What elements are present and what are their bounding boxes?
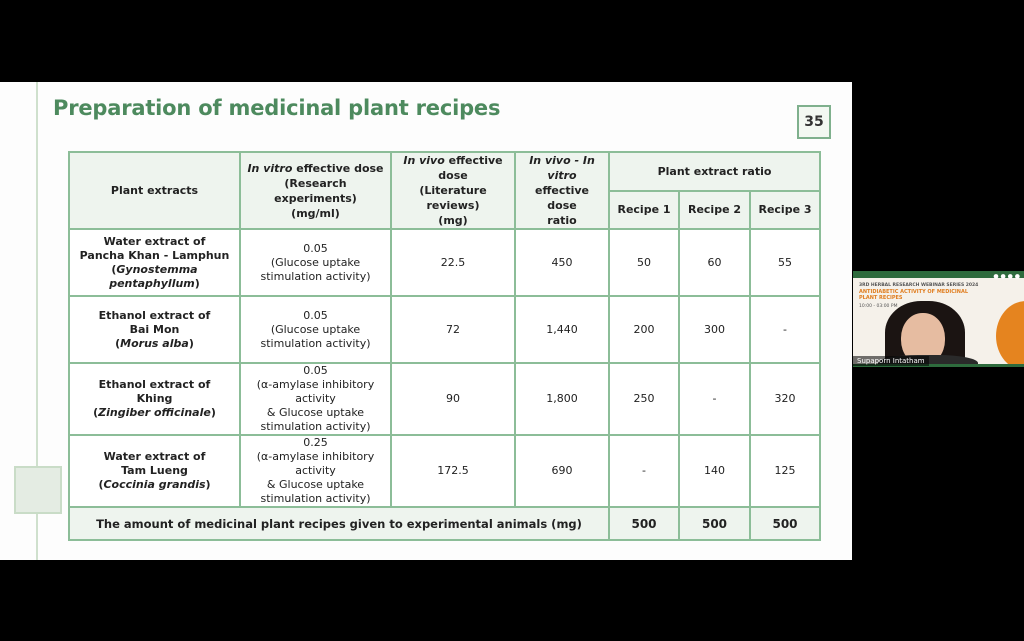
plant-name: Ethanol extract of Khing (Zingiber officinale) [69, 363, 240, 435]
header-in-vitro-dose: In vitro effective dose (Research experiments) (mg/ml) [240, 152, 391, 229]
header-recipe-2: Recipe 2 [679, 191, 750, 230]
webcam-title-text: ANTIDIABETIC ACTIVITY OF MEDICINAL PLANT RECIPES [859, 289, 969, 301]
table-row [69, 435, 820, 507]
participant-name-label: Supaporn Intatham [853, 356, 929, 366]
header-row [69, 152, 820, 191]
in-vitro-dose: 0.25 (α-amylase inhibitory activity & Glucose uptake stimulation activity) [240, 435, 391, 507]
recipe-3-value: 320 [750, 363, 820, 435]
dose-ratio: 690 [515, 435, 609, 507]
dose-ratio: 1,440 [515, 296, 609, 363]
header-recipe-1: Recipe 1 [609, 191, 679, 230]
in-vivo-dose: 172.5 [391, 435, 515, 507]
in-vivo-dose: 22.5 [391, 229, 515, 296]
in-vitro-dose: 0.05 (Glucose uptake stimulation activity) [240, 229, 391, 296]
recipe-1-value: 250 [609, 363, 679, 435]
decorative-square [14, 466, 62, 514]
recipe-1-value: 200 [609, 296, 679, 363]
in-vivo-dose: 90 [391, 363, 515, 435]
total-recipe-3: 500 [750, 507, 820, 540]
table-row [69, 296, 820, 363]
presentation-slide [0, 82, 852, 560]
recipe-1-value: 50 [609, 229, 679, 296]
recipe-3-value: 55 [750, 229, 820, 296]
total-recipe-1: 500 [609, 507, 679, 540]
header-ratio: In vivo - In vitro effective dose ratio [515, 152, 609, 229]
plant-recipes-table [68, 151, 821, 541]
sponsor-logos-icon: ● ● ● ● [993, 273, 1020, 280]
recipe-2-value: 60 [679, 229, 750, 296]
recipe-1-value: - [609, 435, 679, 507]
total-row [69, 507, 820, 540]
plant-name: Water extract of Tam Lueng (Coccinia grandis) [69, 435, 240, 507]
plant-name: Water extract of Pancha Khan - Lamphun (Gynostemma pentaphyllum) [69, 229, 240, 296]
participant-video-tile[interactable] [853, 271, 1024, 367]
header-plant-extracts: Plant extracts [69, 152, 240, 229]
recipe-2-value: 300 [679, 296, 750, 363]
in-vitro-dose: 0.05 (α-amylase inhibitory activity & Glucose uptake stimulation activity) [240, 363, 391, 435]
table-row [69, 229, 820, 296]
header-in-vivo-dose: In vivo effective dose (Literature reviews) (mg) [391, 152, 515, 229]
total-recipe-2: 500 [679, 507, 750, 540]
header-plant-extract-ratio: Plant extract ratio [609, 152, 820, 191]
slide-title: Preparation of medicinal plant recipes [53, 96, 501, 120]
total-label: The amount of medicinal plant recipes given to experimental animals (mg) [69, 507, 609, 540]
dose-ratio: 1,800 [515, 363, 609, 435]
recipe-2-value: 140 [679, 435, 750, 507]
recipe-3-value: 125 [750, 435, 820, 507]
recipe-2-value: - [679, 363, 750, 435]
decorative-orange-circle [996, 301, 1024, 367]
in-vitro-dose: 0.05 (Glucose uptake stimulation activity) [240, 296, 391, 363]
page-number-badge: 35 [797, 105, 831, 139]
table-row [69, 363, 820, 435]
plant-name: Ethanol extract of Bai Mon (Morus alba) [69, 296, 240, 363]
in-vivo-dose: 72 [391, 296, 515, 363]
webcam-time-text: 10:00 - 03:00 PM [859, 304, 898, 309]
recipe-3-value: - [750, 296, 820, 363]
dose-ratio: 450 [515, 229, 609, 296]
webcam-series-text: 3RD HERBAL RESEARCH WEBINAR SERIES 2024 [859, 283, 979, 288]
header-recipe-3: Recipe 3 [750, 191, 820, 230]
